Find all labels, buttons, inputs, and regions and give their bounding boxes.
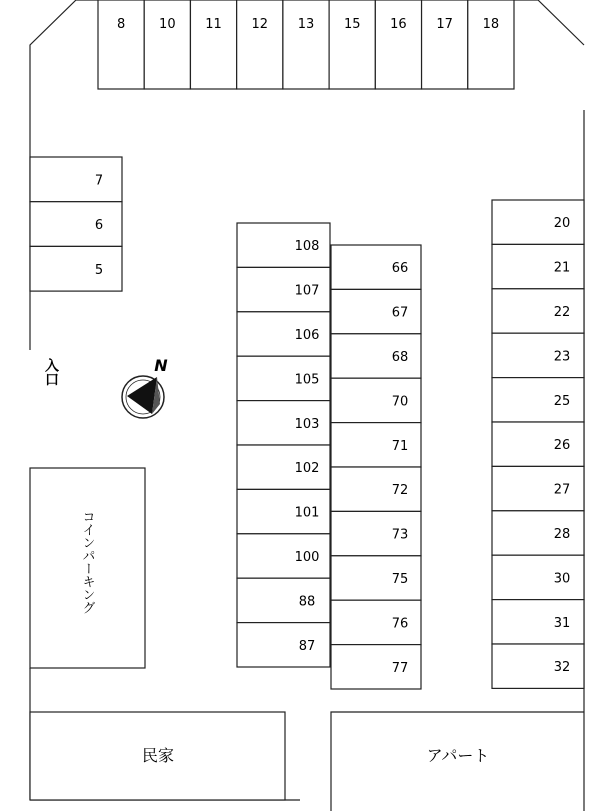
- right-stall-number: 27: [553, 482, 571, 498]
- right-stall-number: 32: [553, 660, 571, 676]
- right-stall-number: 28: [553, 527, 571, 542]
- mid-left-stall-number: 102: [294, 461, 320, 477]
- left-stall-number: 5: [94, 262, 104, 278]
- left-stall-cell: [30, 202, 122, 247]
- top-stall-cell: [98, 0, 144, 89]
- top-stall-number: 15: [343, 17, 361, 32]
- top-stall-cell: [237, 0, 283, 89]
- mid-right-stall-number: 68: [391, 350, 409, 365]
- left-parking-column: [30, 157, 122, 291]
- right-stall-number: 30: [553, 571, 571, 587]
- coin-parking-label: コインパーキング: [79, 510, 95, 614]
- mid-left-stall-number: 107: [294, 283, 320, 299]
- apartment-area: [331, 712, 584, 811]
- top-stall-number: 13: [297, 17, 315, 32]
- mid-left-stall-number: 87: [298, 638, 316, 654]
- mid-left-stall-number: 108: [294, 239, 320, 255]
- top-stall-cell: [190, 0, 236, 89]
- top-stall-number: 12: [251, 17, 269, 32]
- top-stall-cell: [329, 0, 375, 89]
- top-stall-number: 11: [205, 17, 222, 32]
- mid-left-stall-number: 101: [294, 505, 320, 521]
- mid-right-stall-number: 70: [391, 394, 409, 410]
- mid-left-stall-cell: [237, 578, 330, 622]
- mid-left-stall-number: 103: [294, 416, 320, 432]
- mid-right-stall-number: 76: [391, 616, 409, 632]
- mid-right-stall-number: 77: [391, 660, 409, 676]
- compass-icon: [122, 356, 168, 418]
- mid-right-stall-number: 72: [391, 483, 409, 499]
- left-stall-number: 7: [94, 173, 104, 189]
- mid-right-stall-number: 73: [391, 527, 409, 543]
- left-stall-number: 6: [94, 218, 104, 234]
- middle-right-parking-column: [331, 245, 421, 689]
- right-stall-number: 21: [553, 260, 571, 276]
- top-stall-cell: [283, 0, 329, 89]
- entrance-label: 入口: [43, 358, 59, 386]
- mid-left-stall-number: 106: [294, 328, 320, 343]
- top-stall-number: 18: [482, 17, 500, 32]
- top-stall-cell: [375, 0, 421, 89]
- right-stall-number: 22: [553, 305, 571, 320]
- top-stall-number: 8: [116, 17, 126, 32]
- top-stall-cell: [144, 0, 190, 89]
- top-parking-row: [98, 0, 514, 89]
- left-stall-cell: [30, 157, 122, 202]
- coin-parking-area: [30, 468, 145, 668]
- compass-north-label: N: [154, 356, 168, 375]
- right-stall-number: 20: [553, 216, 571, 232]
- apartment-label: アパート: [426, 746, 490, 765]
- right-stall-number: 31: [553, 615, 571, 631]
- top-stall-cell: [468, 0, 514, 89]
- top-stall-number: 10: [159, 17, 176, 32]
- top-stall-cell: [422, 0, 468, 89]
- right-stall-number: 26: [553, 438, 571, 454]
- mid-right-stall-number: 75: [391, 572, 409, 587]
- right-stall-number: 23: [553, 349, 571, 365]
- right-parking-column: [492, 200, 584, 688]
- left-stall-cell: [30, 246, 122, 291]
- mid-left-stall-number: 105: [294, 372, 320, 388]
- mid-right-stall-number: 71: [391, 438, 409, 454]
- top-stall-number: 17: [436, 17, 453, 32]
- middle-left-parking-column: [237, 223, 330, 667]
- house-area: [30, 712, 285, 800]
- mid-left-stall-cell: [237, 623, 330, 667]
- top-stall-number: 16: [390, 17, 407, 32]
- right-stall-number: 25: [553, 393, 571, 409]
- mid-right-stall-number: 67: [391, 305, 409, 321]
- house-label: 民家: [141, 746, 175, 765]
- mid-left-stall-number: 88: [298, 594, 316, 610]
- mid-right-stall-number: 66: [391, 261, 409, 277]
- mid-left-stall-number: 100: [294, 550, 320, 565]
